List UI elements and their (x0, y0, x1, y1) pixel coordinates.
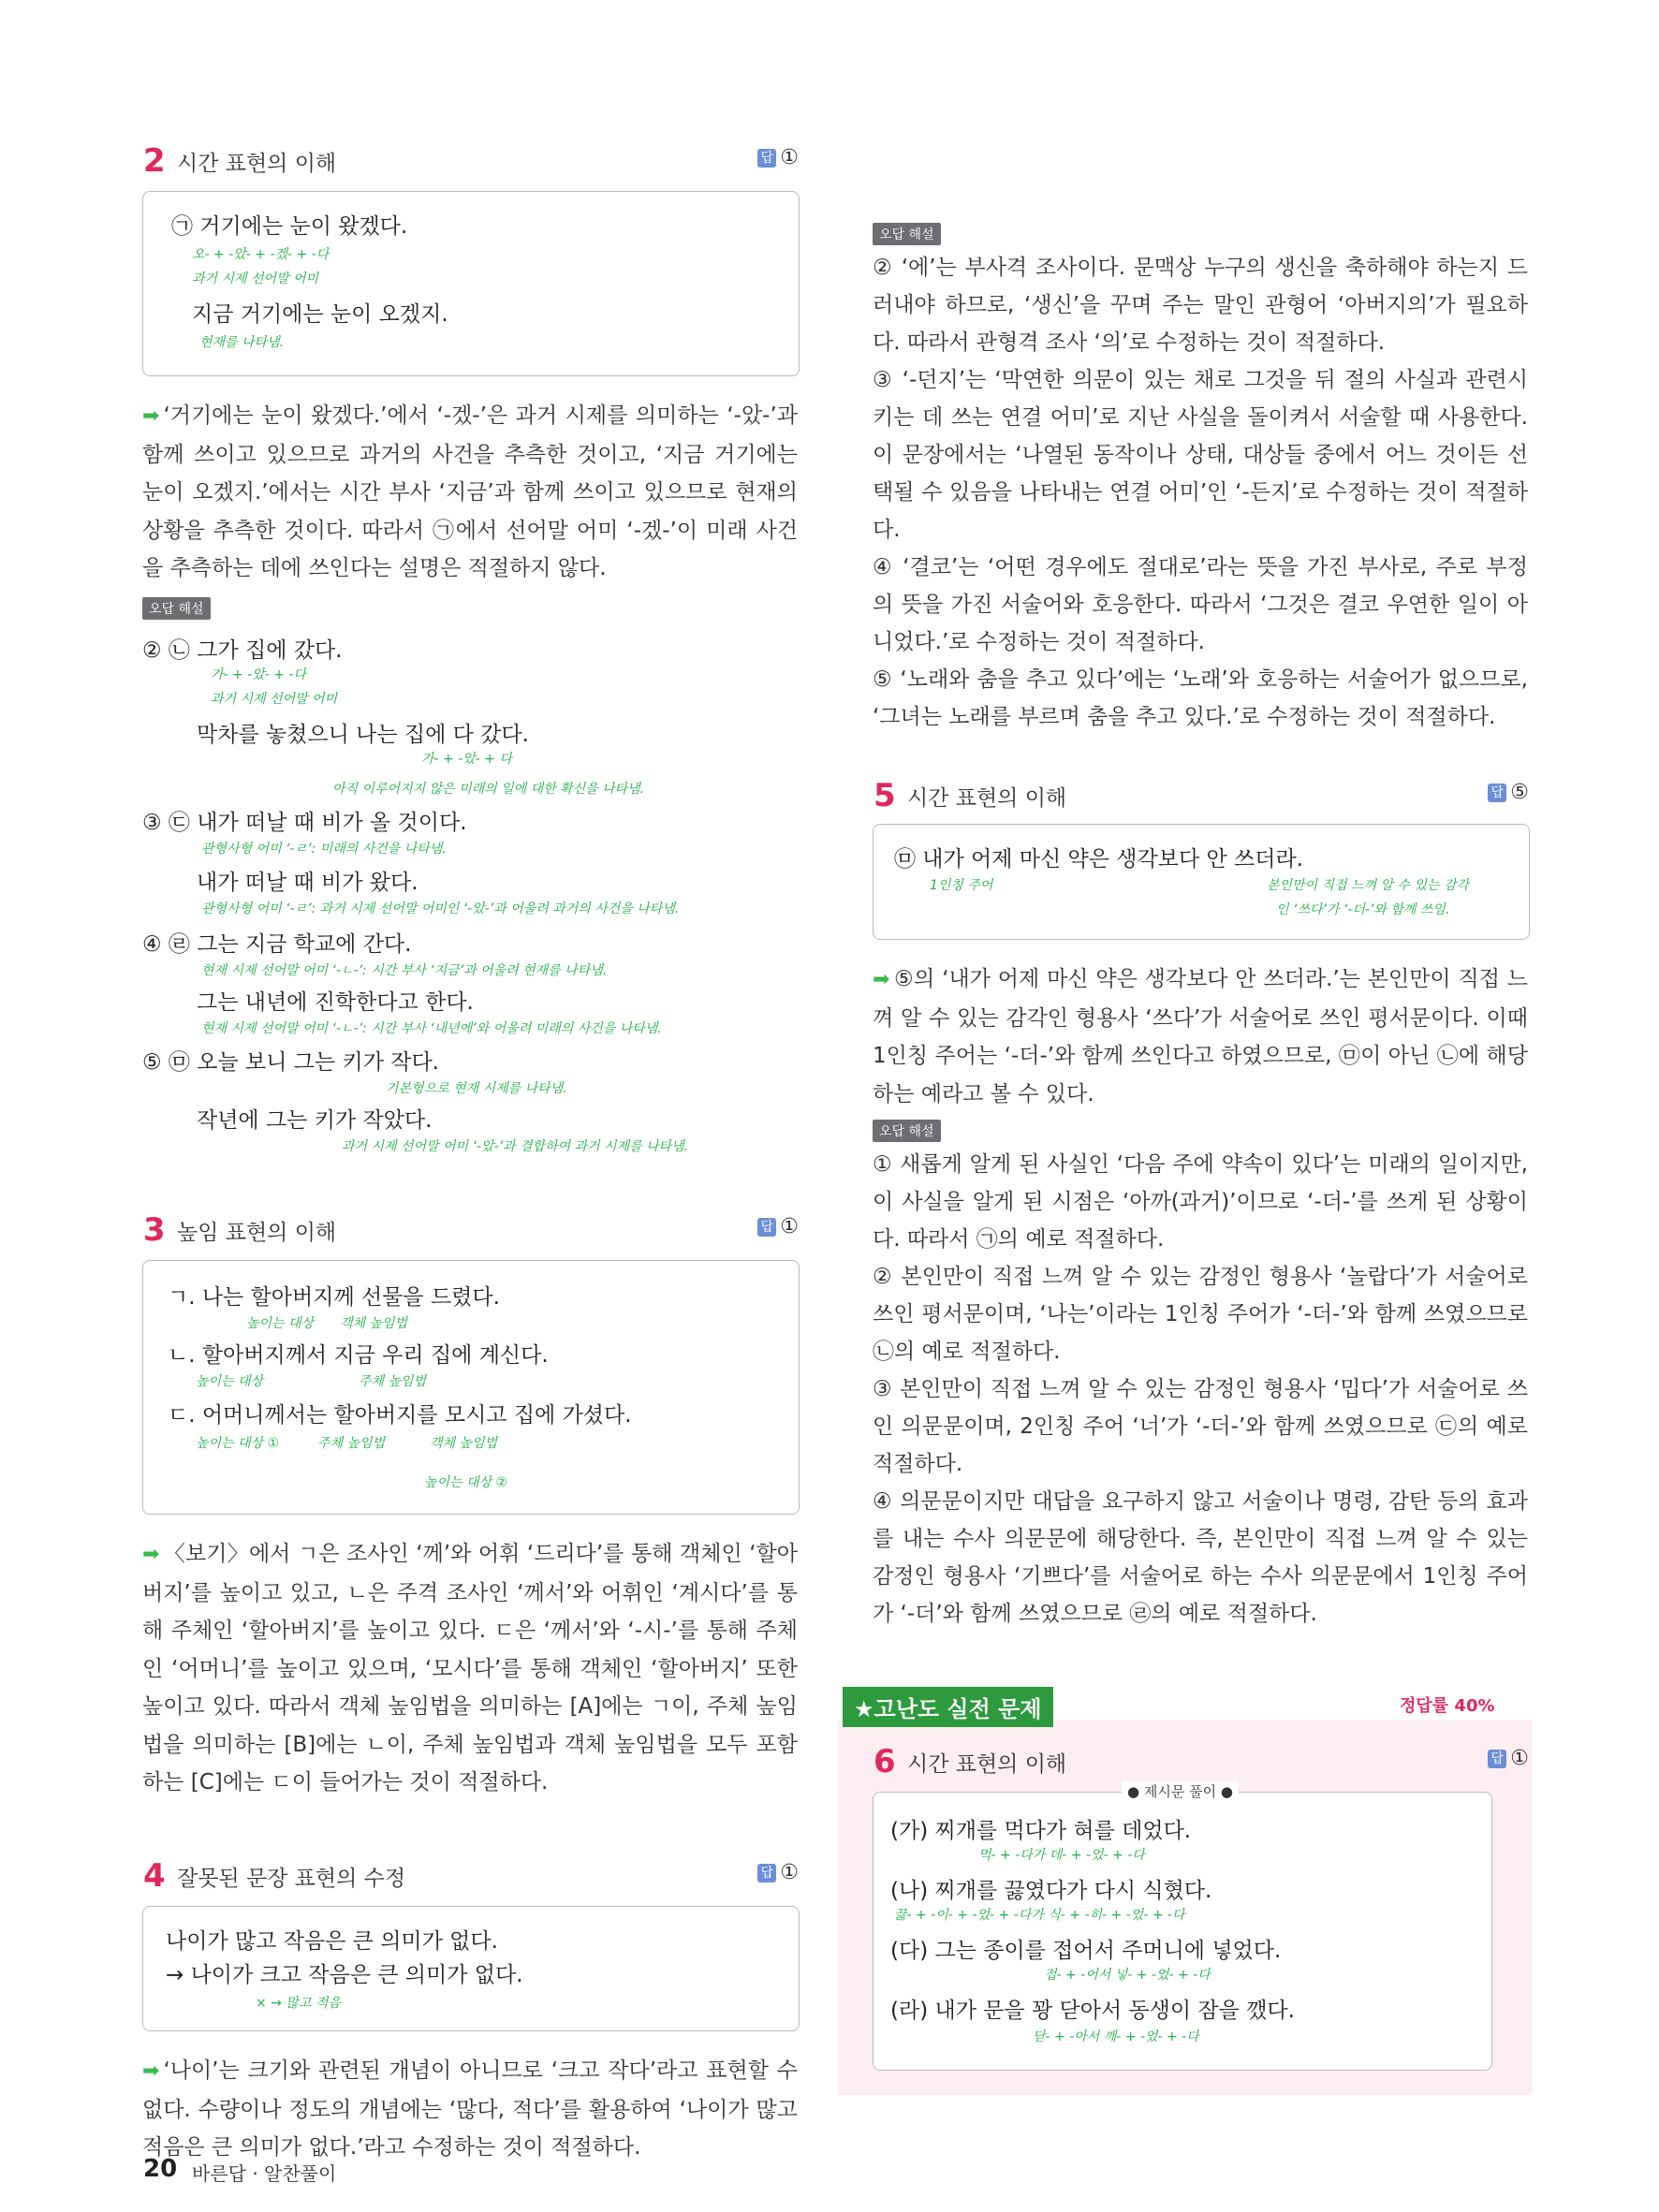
annotation: 과거 시제 선어말 어미 (192, 271, 319, 286)
answer (1488, 781, 1529, 804)
annotation: 높이는 대상 (196, 1374, 264, 1389)
annotation: 객체 높임법 (340, 1316, 408, 1331)
annotation: 끓- + -이- + -었- + -다가 식- + -히- + -었- + -다 (894, 1908, 1185, 1923)
wrong-answer-tag: 오답 해설 (873, 223, 941, 245)
annotation: 과거 시제 선어말 어미 (211, 692, 338, 707)
annotation: 관형사형 어미 ‘-ㄹ’: 미래의 사건을 나타냄. (201, 842, 447, 857)
annotation: 가- + -았- + -다 (211, 667, 307, 682)
wrong-line: 내가 떠날 때 비가 왔다. (197, 871, 418, 895)
example-line: ㄷ. 어머니께서는 할아버지를 모시고 집에 가셨다. (168, 1403, 632, 1428)
explanation-2 (142, 397, 798, 588)
arrow-icon: ➡ (873, 968, 890, 991)
answer-value: ① (780, 1215, 799, 1238)
wrong-line: ④ ㉣ 그는 지금 학교에 간다. (142, 932, 412, 957)
example-line: 나이가 많고 작음은 큰 의미가 없다. (166, 1929, 498, 1954)
section-6-header (874, 1743, 1529, 1780)
section-number: 2 (143, 142, 166, 180)
explanation-text: ‘나이’는 크기와 관련된 개념이 아니므로 ‘크고 작다’라고 표현할 수 없다. 수량이나 정도의 개념에는 ‘많다, 적다’를 활용하여 ‘나이가 많고 적음은 큰 의미가 없다.’라고 수정하는 것이 적절하다. (142, 2058, 798, 2160)
example-box-3 (142, 1260, 800, 1515)
section-5-header (874, 777, 1529, 814)
passage-line: (다) 그는 종이를 접어서 주머니에 넣었다. (890, 1939, 1282, 1963)
section-title: 시간 표현의 이해 (177, 151, 337, 176)
section-2-header (143, 142, 799, 180)
answer-badge: 답 (757, 1864, 776, 1882)
section-title: 잘못된 문장 표현의 수정 (177, 1866, 406, 1891)
wrong-item-5-2: ② 본인만이 직접 느껴 알 수 있는 감정인 형용사 ‘놀랍다’가 서술어로 쓰인 평서문이며, ‘나는’이라는 1인칭 주어가 ‘-더-’와 함께 쓰였으므로 ㉡의 예로 적절하다. (873, 1265, 1528, 1364)
wrong-line: 작년에 그는 키가 작았다. (197, 1108, 433, 1133)
annotation: 주체 높임법 (359, 1374, 427, 1389)
explanation-text: ‘거기에는 눈이 왔겠다.’에서 ‘-겠-’은 과거 시제를 의미하는 ‘-았-’과 함께 쓰이고 있으므로 과거의 사건을 추측한 것이고, ‘지금 거기에는 눈이 오겠지.’에서는 시간 부사 ‘지금’과 함께 쓰이고 있으므로 현재의 상황을 추측한 것이다. 따라서 ㉠에서 선어말 어미 ‘-겠-’이 미래 사건을 추측하는 데에 쓰인다는 설명은 적절하지 않다. (142, 403, 798, 580)
annotation: 관형사형 어미 ‘-ㄹ’: 과거 시제 선어말 어미인 ‘-았-’과 어울려 과거의 사건을 나타냄. (201, 901, 680, 916)
wrong-answer-tag: 오답 해설 (873, 1120, 941, 1142)
answer-badge: 답 (1488, 784, 1506, 802)
annotation: 닫- + -아서 깨- + -었- + -다 (1033, 2029, 1199, 2044)
wrong-item-5-4: ④ 의문문이지만 대답을 요구하지 않고 서술이나 명령, 감탄 등의 효과를 내는 수사 의문문에 해당한다. 즉, 본인만이 직접 느껴 알 수 있는 감정인 형용사 ‘기쁘다’를 서술어로 하는 수사 의문문에서 1인칭 주어가 ‘-더’와 함께 쓰였으므로 ㉣의 예로 적절하다. (873, 1489, 1528, 1626)
wrong-answer-tag: 오답 해설 (142, 597, 211, 620)
annotation: 객체 높임법 (430, 1436, 498, 1451)
wrong-line: ⑤ ㉤ 오늘 보니 그는 키가 작다. (142, 1050, 439, 1075)
section-3-header (143, 1211, 799, 1249)
arrow-icon: ➡ (142, 404, 160, 428)
wrong-item-4-4: ④ ‘결코’는 ‘어떤 경우에도 절대로’라는 뜻을 가진 부사로, 주로 부정의 뜻을 가진 서술어와 호응한다. 따라서 ‘그것은 결코 우연한 일이 아니었다.’로 수정하는 것이 적절하다. (873, 555, 1528, 654)
annotation: 높이는 대상 ① (196, 1436, 280, 1451)
explanation-text: ⑤의 ‘내가 어제 마신 약은 생각보다 안 쓰더라.’는 본인만이 직접 느껴 알 수 있는 감각인 형용사 ‘쓰다’가 서술어로 쓰인 평서문이다. 이때 1인칭 주어는 ‘-더-’와 함께 쓰인다고 하였으므로, ㉤이 아닌 ㉡에 해당하는 예라고 볼 수 있다. (873, 967, 1528, 1106)
example-line: ㉠ 거기에는 눈이 왔겠다. (171, 214, 408, 239)
answer-value: ① (780, 1861, 799, 1884)
wrong-item-5-1: ① 새롭게 알게 된 사실인 ‘다음 주에 약속이 있다’는 미래의 일이지만, 이 사실을 알게 된 시점은 ‘아까(과거)’이므로 ‘-더-’를 쓰게 된 상황이다. 따라서 ㉠의 예로 적절하다. (873, 1152, 1528, 1252)
passage-line: (라) 내가 문을 꽝 닫아서 동생이 잠을 깼다. (890, 1999, 1295, 2023)
annotation: 과거 시제 선어말 어미 ‘-았-’과 결합하여 과거 시제를 나타냄. (342, 1139, 689, 1154)
arrow-icon: ➡ (142, 2059, 160, 2083)
annotation: 인 ‘쓰다’가 ‘-더-’와 함께 쓰임. (1276, 902, 1450, 917)
annotation: 높이는 대상 ② (424, 1475, 508, 1490)
section-title: 시간 표현의 이해 (907, 1751, 1067, 1777)
explanation-5 (873, 960, 1528, 1113)
section-title: 높임 표현의 이해 (177, 1220, 337, 1245)
annotation: 먹- + -다가 데- + -었- + -다 (978, 1848, 1145, 1863)
passage-box-6 (873, 1783, 1492, 2071)
section-number: 4 (143, 1857, 166, 1895)
explanation-text: 〈보기〉에서 ㄱ은 조사인 ‘께’와 어휘 ‘드리다’를 통해 객체인 ‘할아버지’를 높이고 있고, ㄴ은 주격 조사인 ‘께서’와 어휘인 ‘계시다’를 통해 주체인 ‘할아버지’를 높이고 있다. ㄷ은 ‘께서’와 ‘-시-’를 통해 주체인 ‘어머니’를 높이고 있으며, ‘모시다’를 통해 객체인 ‘할아버지’ 또한 높이고 있다. 따라서 객체 높임법을 의미하는 [A]에는 ㄱ이, 주체 높임법을 의미하는 [B]에는 ㄴ이, 주체 높임법과 객체 높임법을 모두 포함하는 [C]에는 ㄷ이 들어가는 것이 적절하다. (142, 1542, 798, 1795)
answer-value: ① (780, 146, 799, 169)
example-line: ㉤ 내가 어제 마신 약은 생각보다 안 쓰더라. (894, 847, 1303, 872)
answer-badge: 답 (757, 149, 776, 168)
correct-rate: 정답률 40% (1400, 1696, 1495, 1716)
wrong-item-4-5: ⑤ ‘노래와 춤을 추고 있다’에는 ‘노래’와 호응하는 서술어가 없으므로, ‘그녀는 노래를 부르며 춤을 추고 있다.’로 수정하는 것이 적절하다. (873, 667, 1528, 729)
example-line: → 나이가 크고 작음은 큰 의미가 없다. (166, 1963, 523, 1987)
example-box-2 (142, 191, 800, 376)
wrong-item-4-3: ③ ‘-던지’는 ‘막연한 의문이 있는 채로 그것을 뒤 절의 사실과 관련시키는 데 쓰는 연결 어미’로 지난 사실을 돌이켜서 서술할 때 사용한다. 이 문장에서는 ‘나열된 동작이나 상태, 대상들 중에서 어느 것이든 선택될 수 있음을 나타내는 연결 어미’인 ‘-든지’로 수정하는 것이 적절하다. (873, 368, 1528, 542)
page-number: 20 (143, 2155, 178, 2183)
explanation-3 (142, 1535, 798, 1802)
example-box-4 (142, 1906, 800, 2031)
wrong-line: 막차를 놓쳤으니 나는 집에 다 갔다. (197, 723, 529, 747)
answer-badge: 답 (1488, 1750, 1506, 1768)
answer (757, 1215, 799, 1238)
answer-value: ① (1510, 1747, 1529, 1770)
wrong-line: ③ ㉢ 내가 떠날 때 비가 올 것이다. (142, 811, 467, 835)
annotation: 현재 시제 선어말 어미 ‘-ㄴ-’: 시간 부사 ‘지금’과 어울려 현재를 나타냄. (201, 963, 608, 978)
answer-value: ⑤ (1510, 781, 1529, 804)
answer (1488, 1747, 1529, 1770)
annotation: 접- + -어서 넣- + -었- + -다 (1044, 1968, 1211, 1983)
annotation: 현재를 나타냄. (199, 335, 285, 350)
passage-line: (나) 찌개를 끓였다가 다시 식혔다. (890, 1879, 1212, 1903)
example-box-5 (873, 824, 1530, 940)
section-number: 5 (874, 777, 896, 814)
annotation: 1인칭 주어 (930, 878, 993, 893)
annotation: × → 많고 적음 (256, 1996, 341, 2011)
explanation-4-start (142, 2052, 798, 2160)
annotation: 오- + -았- + -겠- + -다 (192, 247, 330, 262)
wrong-item-5-3: ③ 본인만이 직접 느껴 알 수 있는 감정인 형용사 ‘밉다’가 서술어로 쓰인 의문문이며, 2인칭 주어 ‘너’가 ‘-더-’와 함께 쓰였으므로 ㉢의 예로 적절하다. (873, 1377, 1528, 1476)
answer (757, 146, 799, 169)
passage-line: (가) 찌개를 먹다가 혀를 데었다. (890, 1819, 1192, 1843)
footer-text: 바른답 · 알찬풀이 (192, 2162, 337, 2185)
example-line: ㄴ. 할아버지께서 지금 우리 집에 계신다. (168, 1343, 549, 1368)
section-number: 6 (874, 1743, 896, 1780)
annotation: 가- + -았- + 다 (421, 752, 512, 767)
challenge-banner: ★고난도 실전 문제 (843, 1687, 1053, 1727)
arrow-icon: ➡ (142, 1543, 160, 1566)
section-4-header (143, 1857, 799, 1895)
annotation: 주체 높임법 (317, 1436, 386, 1451)
section-number: 3 (143, 1211, 166, 1249)
answer (757, 1861, 799, 1884)
wrong-line: 그는 내년에 진학한다고 한다. (197, 990, 474, 1015)
example-line: 지금 거기에는 눈이 오겠지. (192, 302, 448, 327)
section-title: 시간 표현의 이해 (907, 785, 1067, 811)
passage-subtitle: ● 제시문 풀이 ● (1122, 1781, 1239, 1801)
annotation: 높이는 대상 (246, 1316, 315, 1331)
answer-badge: 답 (757, 1218, 776, 1237)
wrong-item-4-2: ② ‘에’는 부사격 조사이다. 문맥상 누구의 생신을 축하해야 하는지 드러내야 하므로, ‘생신’을 꾸며 주는 말인 관형어 ‘아버지의’가 필요하다. 따라서 관형격 조사 ‘의’로 수정하는 것이 적절하다. (873, 256, 1528, 355)
example-line: ㄱ. 나는 할아버지께 선물을 드렸다. (168, 1285, 500, 1310)
annotation: 현재 시제 선어말 어미 ‘-ㄴ-’: 시간 부사 ‘내년에’와 어울려 미래의 사건을 나타냄. (201, 1021, 662, 1036)
wrong-line: ② ㉡ 그가 집에 갔다. (142, 638, 343, 663)
annotation: 기본형으로 현재 시제를 나타냄. (386, 1081, 567, 1096)
annotation: 본인만이 직접 느껴 알 수 있는 감각 (1267, 878, 1470, 893)
annotation: 아직 이루어지지 않은 미래의 일에 대한 확신을 나타냄. (332, 782, 645, 797)
